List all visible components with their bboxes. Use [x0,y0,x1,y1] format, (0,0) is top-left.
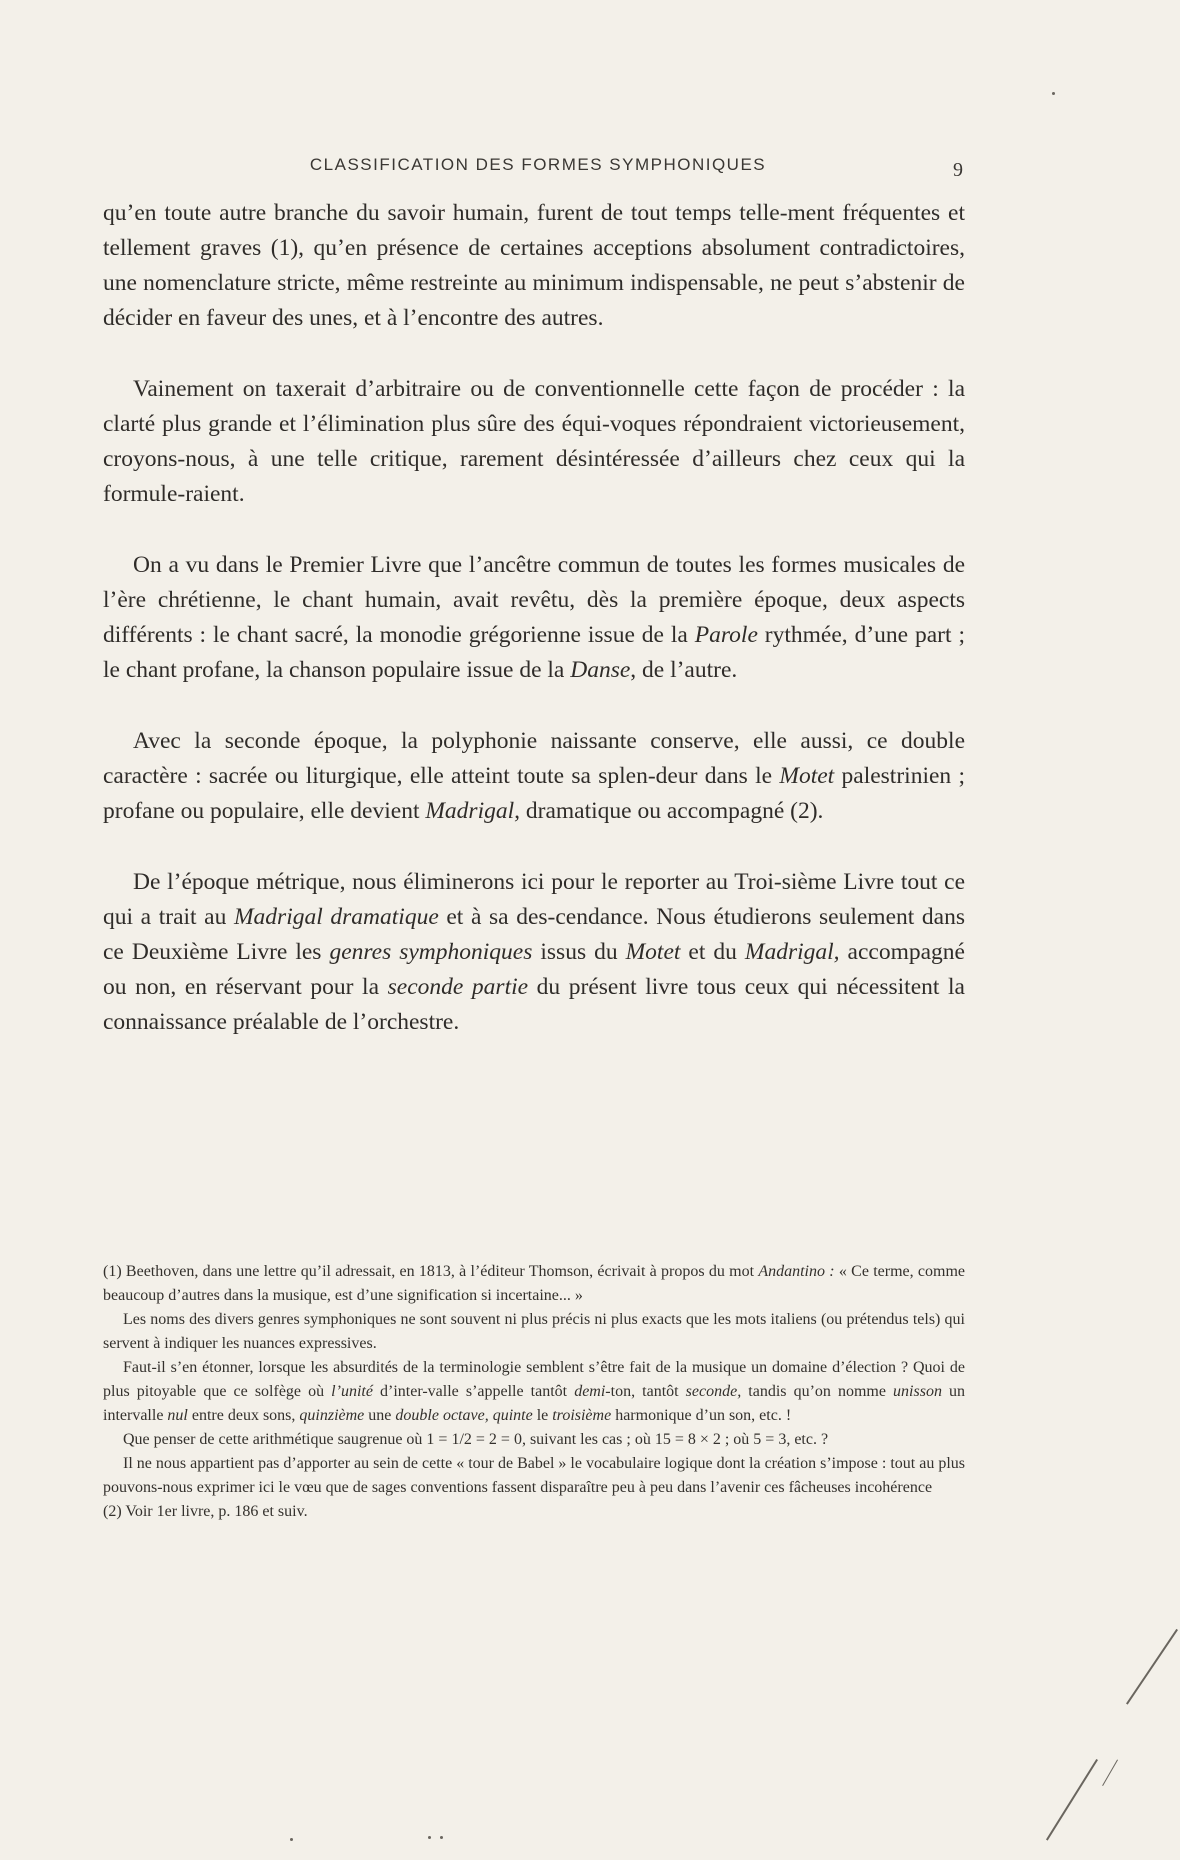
footnote [103,1428,965,1452]
text-run: De l’époque métrique, nous éliminerons ici pour le reporter au Troi-sième Livre tout ce qui a trait au [103,869,965,930]
paragraph [103,548,965,688]
text-run: issus du [532,939,626,965]
text-run: Faut-il s’en étonner, lorsque les absurdités de la terminologie semblent s’être fait de la musique un domaine d’élection ? Quoi de plus pitoyable que ce solfège où [103,1359,965,1400]
text-run: harmonique d’un son, etc. ! [611,1407,792,1424]
italic-text: double octave, quinte [395,1407,533,1424]
page-number: 9 [953,159,963,181]
paragraph [103,724,965,829]
page-header [103,155,973,183]
italic-text: Andantino : [758,1263,835,1280]
italic-text: quinzième [299,1407,365,1424]
main-text [103,196,965,1076]
text-run: d’inter-valle s’appelle tantôt [372,1383,575,1400]
footnote [103,1356,965,1428]
text-run: Les noms des divers genres symphoniques ne sont souvent ni plus précis ni plus exacts que les mots italiens (ou prétendus tels) qui servent à indiquer les nuances expressives. [103,1311,965,1352]
italic-text: seconde, [685,1383,742,1400]
text-run: -ton, tantôt [605,1383,686,1400]
text-run: Avec la seconde époque, la polyphonie naissante conserve, elle aussi, ce double caractère : sacrée ou liturgique, elle atteint toute sa splen-deur dans le [103,728,965,789]
footnote [103,1452,965,1500]
italic-text: Motet [625,939,681,965]
text-run: palestrinien ; profane ou populaire, elle devient [103,763,965,824]
italic-text: l’unité [331,1383,373,1400]
italic-text: nul [167,1407,188,1424]
text-run: une [364,1407,396,1424]
italic-text: seconde partie [387,974,529,1000]
footnote [103,1308,965,1356]
text-run: et du [680,939,745,965]
scan-mark-line [1126,1629,1178,1704]
text-run: et à sa des-cendance. Nous étudierons seulement dans ce Deuxième Livre les [103,904,965,965]
italic-text: troisième [552,1407,612,1424]
text-run: , de l’autre. [630,657,738,683]
scan-dot [440,1836,443,1839]
italic-text: Motet [779,763,835,789]
scan-dot [1052,92,1055,95]
text-run: Il ne nous appartient pas d’apporter au sein de cette « tour de Babel » le vocabulaire logique dont la création s’impose : tout au plus pouvons-nous exprimer ici le vœu que de sages conventions fassent disparaître peu à peu dans l’avenir ces fâcheuses incohérence [103,1455,965,1496]
text-run: rythmée, d’une part ; le chant profane, la chanson populaire issue de la [103,622,965,683]
italic-text: demi [574,1383,606,1400]
footnotes [103,1260,965,1524]
italic-text: Parole [694,622,758,648]
text-run: accompagné ou non, en réservant pour la [103,939,965,1000]
scan-dot [290,1838,293,1841]
italic-text: Danse [570,657,631,683]
paragraph [103,372,965,512]
scan-dot [428,1836,431,1839]
text-run: entre deux sons, [187,1407,300,1424]
footnote [103,1500,965,1524]
italic-text: genres symphoniques [329,939,533,965]
scan-mark-line [1046,1759,1098,1840]
italic-text: Madrigal, [744,939,840,965]
paragraph [103,865,965,1040]
text-run: (1) Beethoven, dans une lettre qu’il adressait, en 1813, à l’éditeur Thomson, écrivait à propos du mot [103,1263,759,1280]
text-run: On a vu dans le Premier Livre que l’ancêtre commun de toutes les formes musicales de l’ère chrétienne, le chant humain, avait revêtu, dès la première époque, deux aspects différents : le chant sacré, la monodie grégorienne issue de la [103,552,965,648]
text-run: Que penser de cette arithmétique saugrenue où 1 = 1/2 = 2 = 0, suivant les cas ; où 15 = 8 × 2 ; où 5 = 3, etc. ? [123,1431,829,1448]
text-run: « Ce terme, comme beaucoup d’autres dans la musique, est d’une signification si incertaine... » [103,1263,966,1304]
text-run: du présent livre tous ceux qui nécessitent la connaissance préalable de l’orchestre. [103,974,965,1035]
text-run: qu’en toute autre branche du savoir humain, furent de tout temps telle-ment fréquentes et tellement graves (1), qu’en présence de certaines acceptions absolument contradictoires, une nomenclature stricte, même restreinte au minimum indispensable, ne peut s’abstenir de décider en faveur des unes, et à l’encontre des autres. [103,200,965,331]
text-run: un intervalle [103,1383,966,1424]
italic-text: Madrigal dramatique [233,904,439,930]
text-run: Vainement on taxerait d’arbitraire ou de conventionnelle cette façon de procéder : la clarté plus grande et l’élimination plus sûre des équi-voques répondraient victorieusement, croyons-nous, à une telle critique, rarement désintéressée d’ailleurs chez ceux qui la formule-raient. [103,376,965,507]
text-run: dramatique ou accompagné (2). [520,798,824,824]
footnote [103,1260,965,1308]
text-run: tandis qu’on nomme [741,1383,894,1400]
scan-mark-line [1102,1760,1118,1786]
italic-text: Madrigal, [425,798,521,824]
running-title: CLASSIFICATION DES FORMES SYMPHONIQUES [309,155,767,174]
italic-text: unisson [893,1383,942,1400]
paragraph [103,196,965,336]
text-run: le [532,1407,553,1424]
text-run: (2) Voir 1er livre, p. 186 et suiv. [103,1503,308,1520]
